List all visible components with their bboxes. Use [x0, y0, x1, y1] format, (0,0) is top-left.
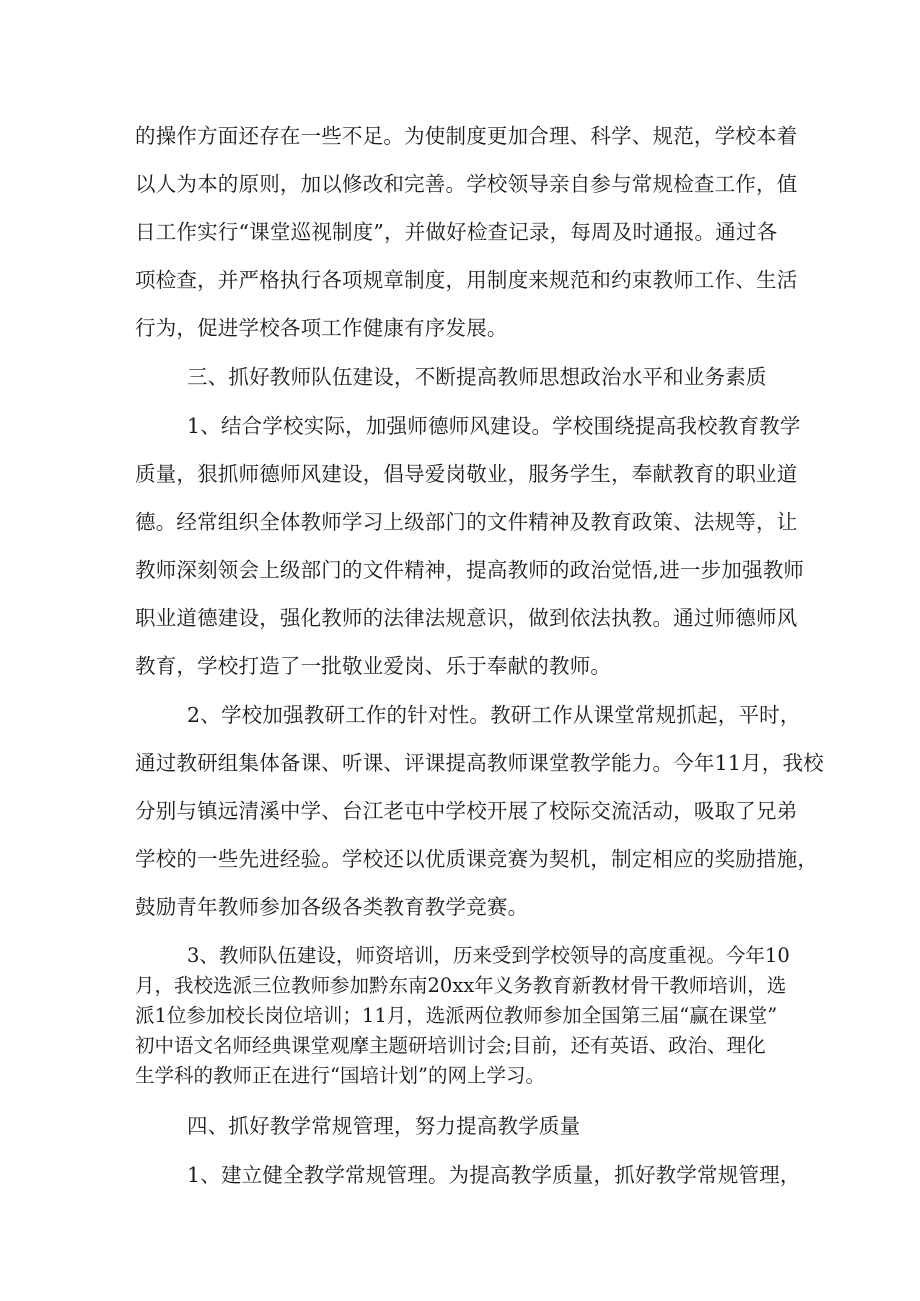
text-line: 职业道德建设，强化教师的法律法规意识，做到依法执教。通过师德师风 — [135, 606, 798, 630]
text-line: 教师深刻领会上级部门的文件精神，提高教师的政治觉悟,进一步加强教师 — [135, 558, 805, 582]
text-line: 的操作方面还存在一些不足。为使制度更加合理、科学、规范，学校本着 — [135, 124, 798, 148]
text-line: 以人为本的原则，加以修改和完善。学校领导亲自参与常规检查工作，值 — [135, 172, 798, 196]
text-line: 初中语文名师经典课堂观摩主题研培训讨会;目前，还有英语、政治、理化 — [135, 1034, 766, 1057]
text-line: 2、学校加强教研工作的针对性。教研工作从课堂常规抓起，平时， — [187, 703, 801, 727]
text-line: 教育，学校打造了一批敬业爱岗、乐于奉献的教师。 — [135, 654, 612, 678]
text-line: 鼓励青年教师参加各级各类教育教学竞赛。 — [135, 895, 529, 919]
text-line: 1、结合学校实际，加强师德师风建设。学校围绕提高我校教育教学 — [187, 414, 801, 438]
text-line: 质量，狠抓师德师风建设，倡导爱岗敬业，服务学生，奉献教育的职业道 — [135, 462, 798, 486]
text-line: 项检查，并严格执行各项规章制度，用制度来规范和约束教师工作、生活 — [135, 268, 798, 292]
text-line: 1、建立健全教学常规管理。为提高教学质量，抓好教学常规管理， — [187, 1163, 801, 1187]
section-heading: 三、抓好教师队伍建设，不断提高教师思想政治水平和业务素质 — [187, 365, 767, 389]
text-line: 行为，促进学校各项工作健康有序发展。 — [135, 316, 508, 340]
section-heading: 四、抓好教学常规管理，努力提高教学质量 — [187, 1114, 581, 1138]
text-line: 学校的一些先进经验。学校还以优质课竞赛为契机，制定相应的奖励措施， — [135, 847, 819, 871]
text-line: 派1位参加校长岗位培训；11月，选派两位教师参加全国第三届“赢在课堂” — [135, 1004, 778, 1027]
text-line: 月，我校选派三位教师参加黔东南20xx年义务教育新教材骨干教师培训，选 — [135, 974, 787, 997]
text-line: 生学科的教师正在进行“国培计划”的网上学习。 — [135, 1064, 545, 1087]
text-line: 3、教师队伍建设，师资培训，历来受到学校领导的高度重视。今年10 — [187, 944, 790, 967]
text-line: 德。经常组织全体教师学习上级部门的文件精神及教育政策、法规等，让 — [135, 510, 798, 534]
text-line: 通过教研组集体备课、听课、评课提高教师课堂教学能力。今年11月，我校 — [135, 751, 824, 775]
text-line: 日工作实行“课堂巡视制度”，并做好检查记录，每周及时通报。通过各 — [135, 220, 778, 244]
text-line: 分别与镇远清溪中学、台江老屯中学校开展了校际交流活动，吸取了兄弟 — [135, 799, 798, 823]
